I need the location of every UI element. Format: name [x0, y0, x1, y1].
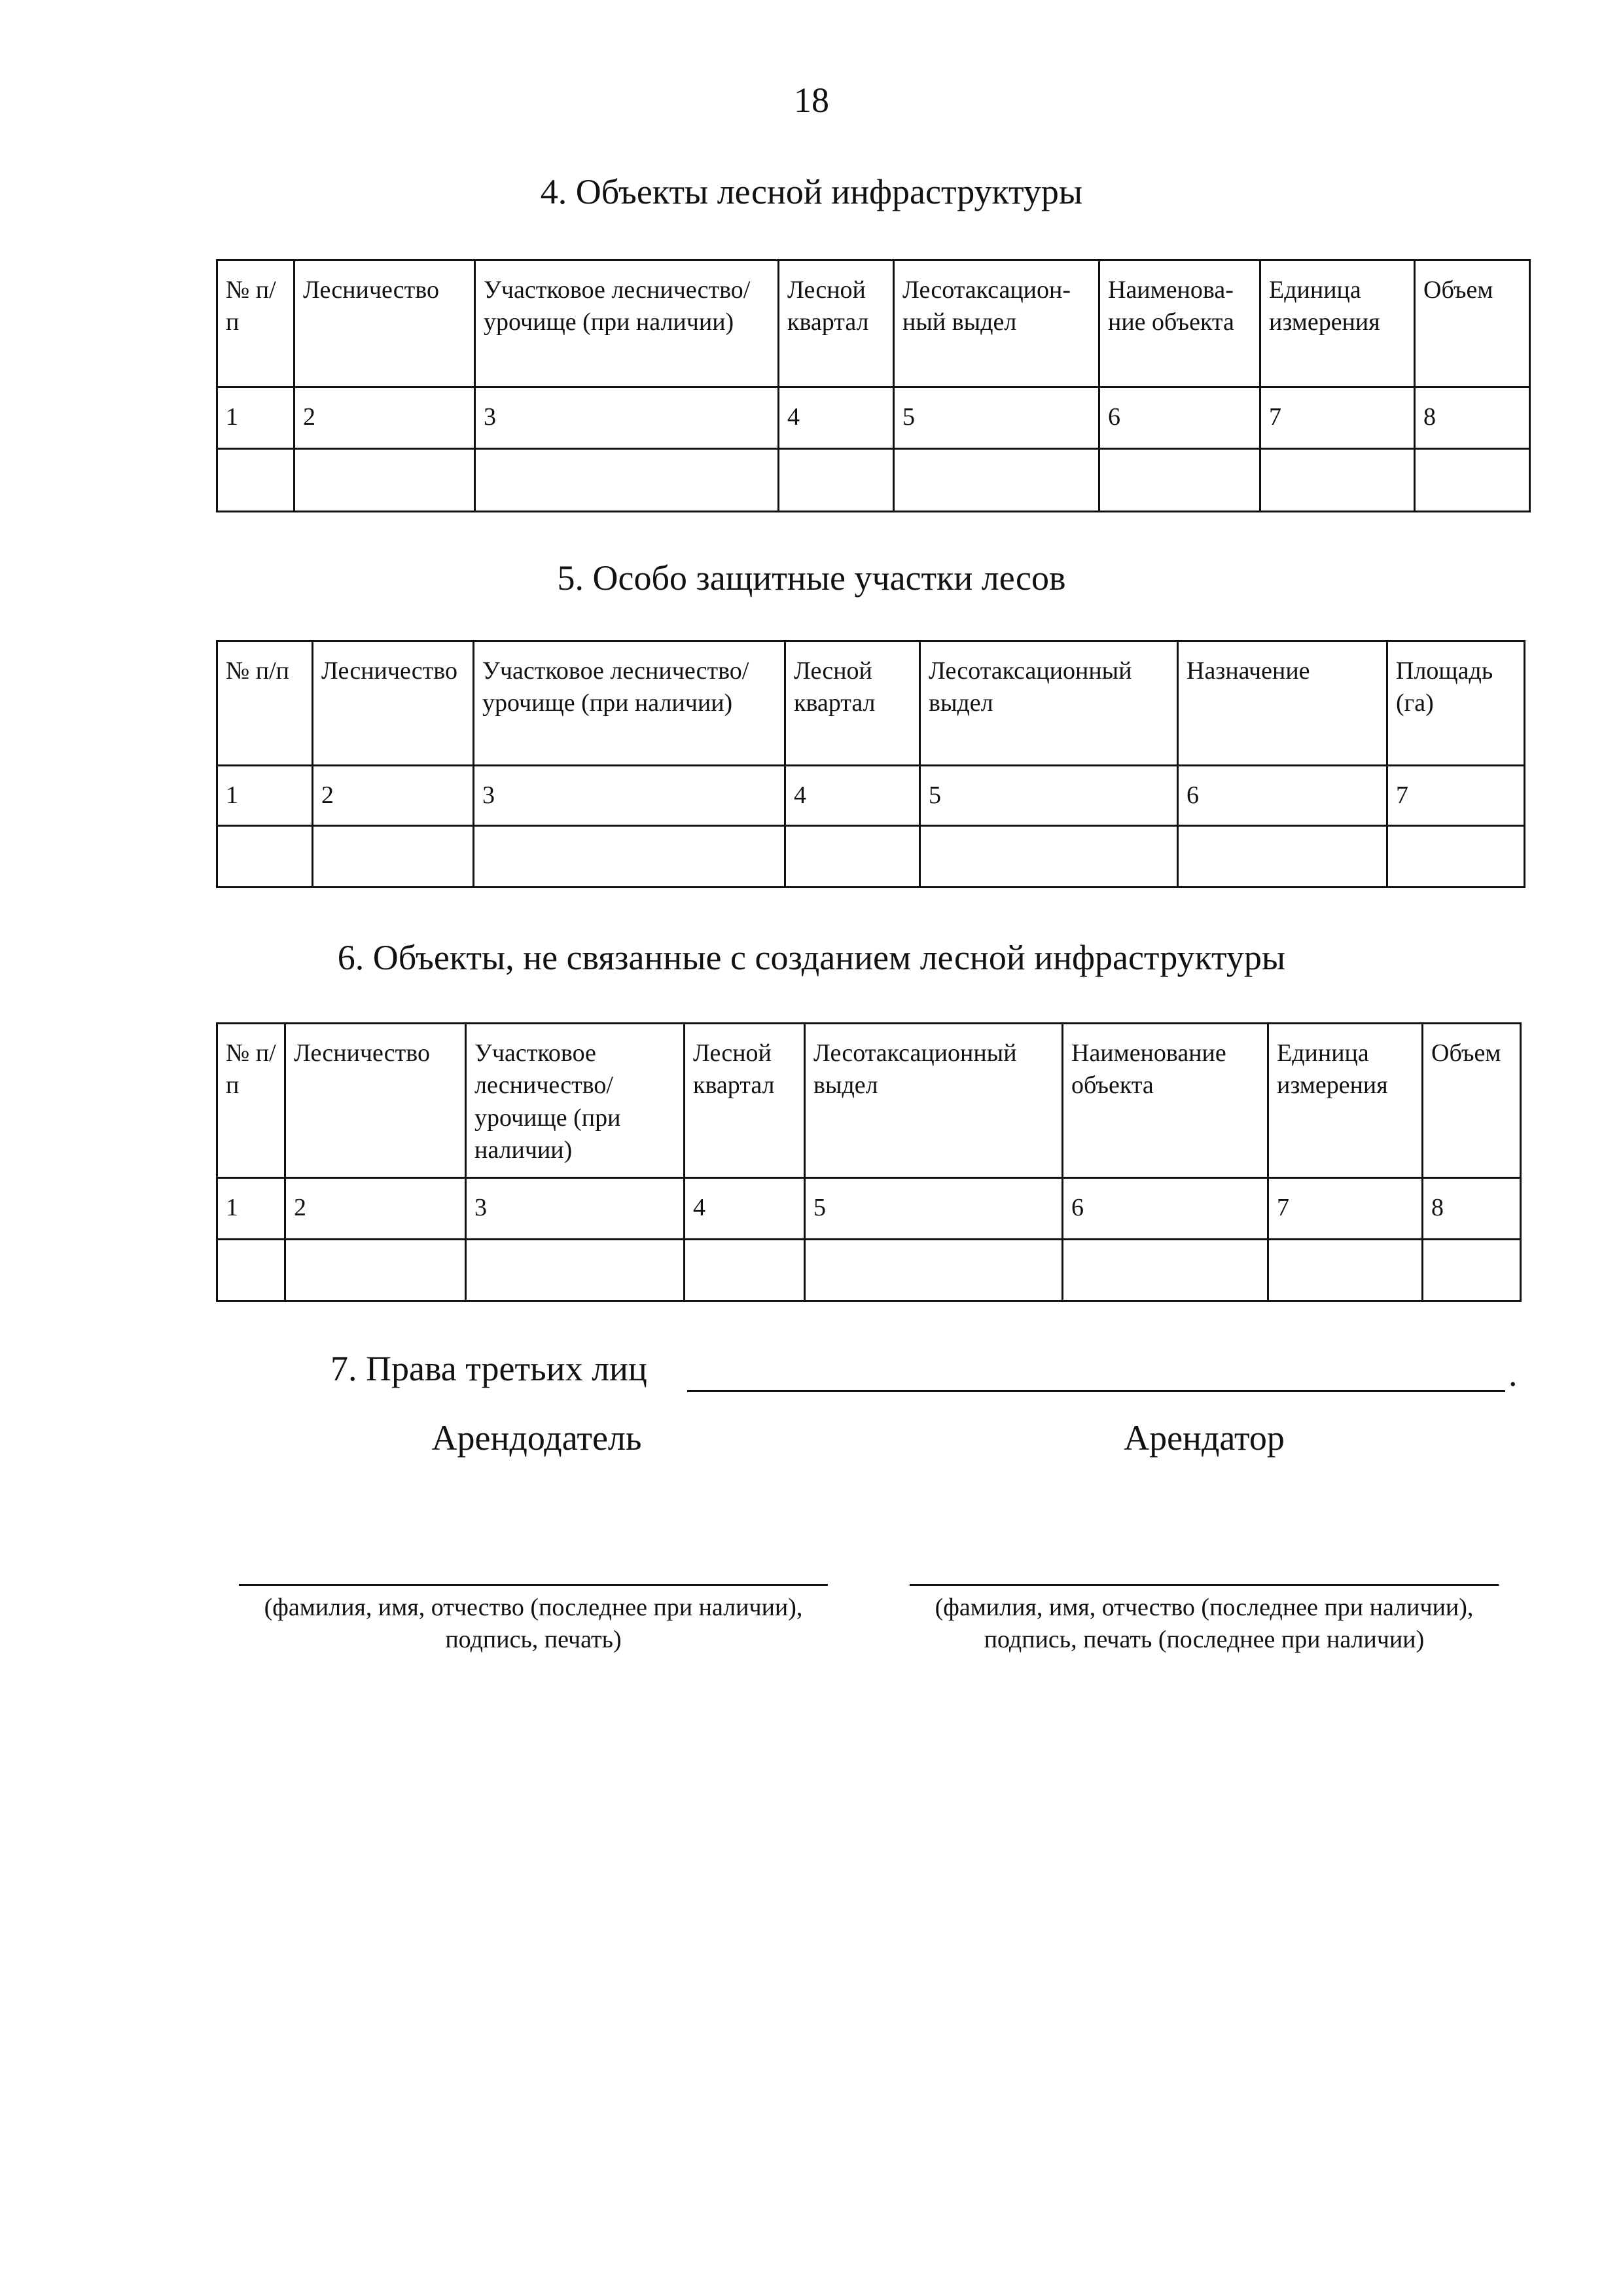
empty-cell[interactable] [779, 449, 894, 512]
empty-cell[interactable] [217, 1240, 285, 1301]
header-cell: Участковое лесничество/ урочище (при наличии) [466, 1024, 685, 1178]
lessor-signature-line[interactable] [239, 1584, 828, 1586]
number-cell: 3 [474, 766, 785, 826]
empty-cell[interactable] [294, 449, 475, 512]
header-cell: № п/п [217, 260, 294, 387]
empty-cell[interactable] [1099, 449, 1260, 512]
empty-cell[interactable] [785, 826, 920, 888]
header-cell: Площадь (га) [1387, 641, 1525, 766]
header-cell: Единица измерения [1260, 260, 1415, 387]
empty-cell[interactable] [1423, 1240, 1521, 1301]
section-7-title: 7. Права третьих лиц [330, 1349, 647, 1388]
empty-cell[interactable] [313, 826, 474, 888]
number-cell: 2 [313, 766, 474, 826]
table-number-row [217, 766, 1525, 826]
section-5-title: 5. Особо защитные участки лесов [557, 558, 1066, 598]
header-cell: Лесничество [294, 260, 475, 387]
section-4-title: 4. Объекты лесной инфраструктуры [540, 172, 1083, 211]
empty-cell[interactable] [894, 449, 1099, 512]
section-5-table [216, 640, 1525, 888]
section-4-table [216, 259, 1531, 512]
caption-line: подпись, печать (последнее при наличии) [984, 1626, 1425, 1654]
third-party-rights-field[interactable] [687, 1390, 1505, 1392]
header-cell: Лесотаксационный выдел [805, 1024, 1063, 1178]
number-cell: 4 [685, 1178, 805, 1240]
header-cell: № п/п [217, 1024, 285, 1178]
header-cell: Объем [1423, 1024, 1521, 1178]
number-cell: 6 [1063, 1178, 1268, 1240]
number-cell: 3 [466, 1178, 685, 1240]
number-cell: 1 [217, 1178, 285, 1240]
empty-cell[interactable] [474, 826, 785, 888]
table-number-row [217, 387, 1530, 449]
lessee-signature-caption [893, 1592, 1515, 1657]
header-cell: № п/п [217, 641, 313, 766]
lessor-signature-caption [223, 1592, 844, 1657]
number-cell: 3 [475, 387, 779, 449]
empty-cell[interactable] [217, 449, 294, 512]
section-7-end: . [1508, 1354, 1518, 1393]
section-6-table [216, 1022, 1522, 1302]
empty-cell[interactable] [466, 1240, 685, 1301]
table-empty-row [217, 449, 1530, 512]
header-cell: Наименование объекта [1063, 1024, 1268, 1178]
table-header-row [217, 260, 1530, 387]
lessee-label: Арендатор [1124, 1418, 1285, 1458]
page-number: 18 [794, 81, 829, 120]
empty-cell[interactable] [475, 449, 779, 512]
number-cell: 7 [1260, 387, 1415, 449]
header-cell: Наименова-ние объекта [1099, 260, 1260, 387]
number-cell: 1 [217, 387, 294, 449]
header-cell: Лесной квартал [785, 641, 920, 766]
empty-cell[interactable] [1063, 1240, 1268, 1301]
table-header-row [217, 1024, 1521, 1178]
header-cell: Единица измерения [1268, 1024, 1423, 1178]
number-cell: 6 [1099, 387, 1260, 449]
header-cell: Лесотаксационный выдел [920, 641, 1178, 766]
empty-cell[interactable] [805, 1240, 1063, 1301]
header-cell: Назначение [1178, 641, 1387, 766]
section-6-title: 6. Объекты, не связанные с созданием лесной инфраструктуры [337, 938, 1286, 977]
table-header-row [217, 641, 1525, 766]
number-cell: 7 [1387, 766, 1525, 826]
number-cell: 7 [1268, 1178, 1423, 1240]
number-cell: 4 [779, 387, 894, 449]
lessor-label: Арендодатель [431, 1418, 642, 1458]
number-cell: 5 [805, 1178, 1063, 1240]
empty-cell[interactable] [920, 826, 1178, 888]
table-number-row [217, 1178, 1521, 1240]
empty-cell[interactable] [685, 1240, 805, 1301]
header-cell: Объем [1415, 260, 1530, 387]
number-cell: 6 [1178, 766, 1387, 826]
empty-cell[interactable] [1268, 1240, 1423, 1301]
table-empty-row [217, 826, 1525, 888]
number-cell: 8 [1415, 387, 1530, 449]
empty-cell[interactable] [285, 1240, 466, 1301]
header-cell: Лесной квартал [685, 1024, 805, 1178]
number-cell: 8 [1423, 1178, 1521, 1240]
number-cell: 1 [217, 766, 313, 826]
lessee-signature-line[interactable] [910, 1584, 1499, 1586]
number-cell: 2 [285, 1178, 466, 1240]
header-cell: Лесотаксацион-ный выдел [894, 260, 1099, 387]
header-cell: Участковое лесничество/урочище (при наличии) [475, 260, 779, 387]
table-empty-row [217, 1240, 1521, 1301]
header-cell: Лесной квартал [779, 260, 894, 387]
caption-line: (фамилия, имя, отчество (последнее при наличии), [264, 1594, 803, 1621]
empty-cell[interactable] [1415, 449, 1530, 512]
number-cell: 4 [785, 766, 920, 826]
number-cell: 5 [894, 387, 1099, 449]
number-cell: 2 [294, 387, 475, 449]
empty-cell[interactable] [217, 826, 313, 888]
header-cell: Лесничество [313, 641, 474, 766]
empty-cell[interactable] [1260, 449, 1415, 512]
header-cell: Участковое лесничество/урочище (при наличии) [474, 641, 785, 766]
header-cell: Лесничество [285, 1024, 466, 1178]
caption-line: подпись, печать) [445, 1626, 622, 1654]
empty-cell[interactable] [1387, 826, 1525, 888]
empty-cell[interactable] [1178, 826, 1387, 888]
number-cell: 5 [920, 766, 1178, 826]
caption-line: (фамилия, имя, отчество (последнее при наличии), [935, 1594, 1474, 1621]
